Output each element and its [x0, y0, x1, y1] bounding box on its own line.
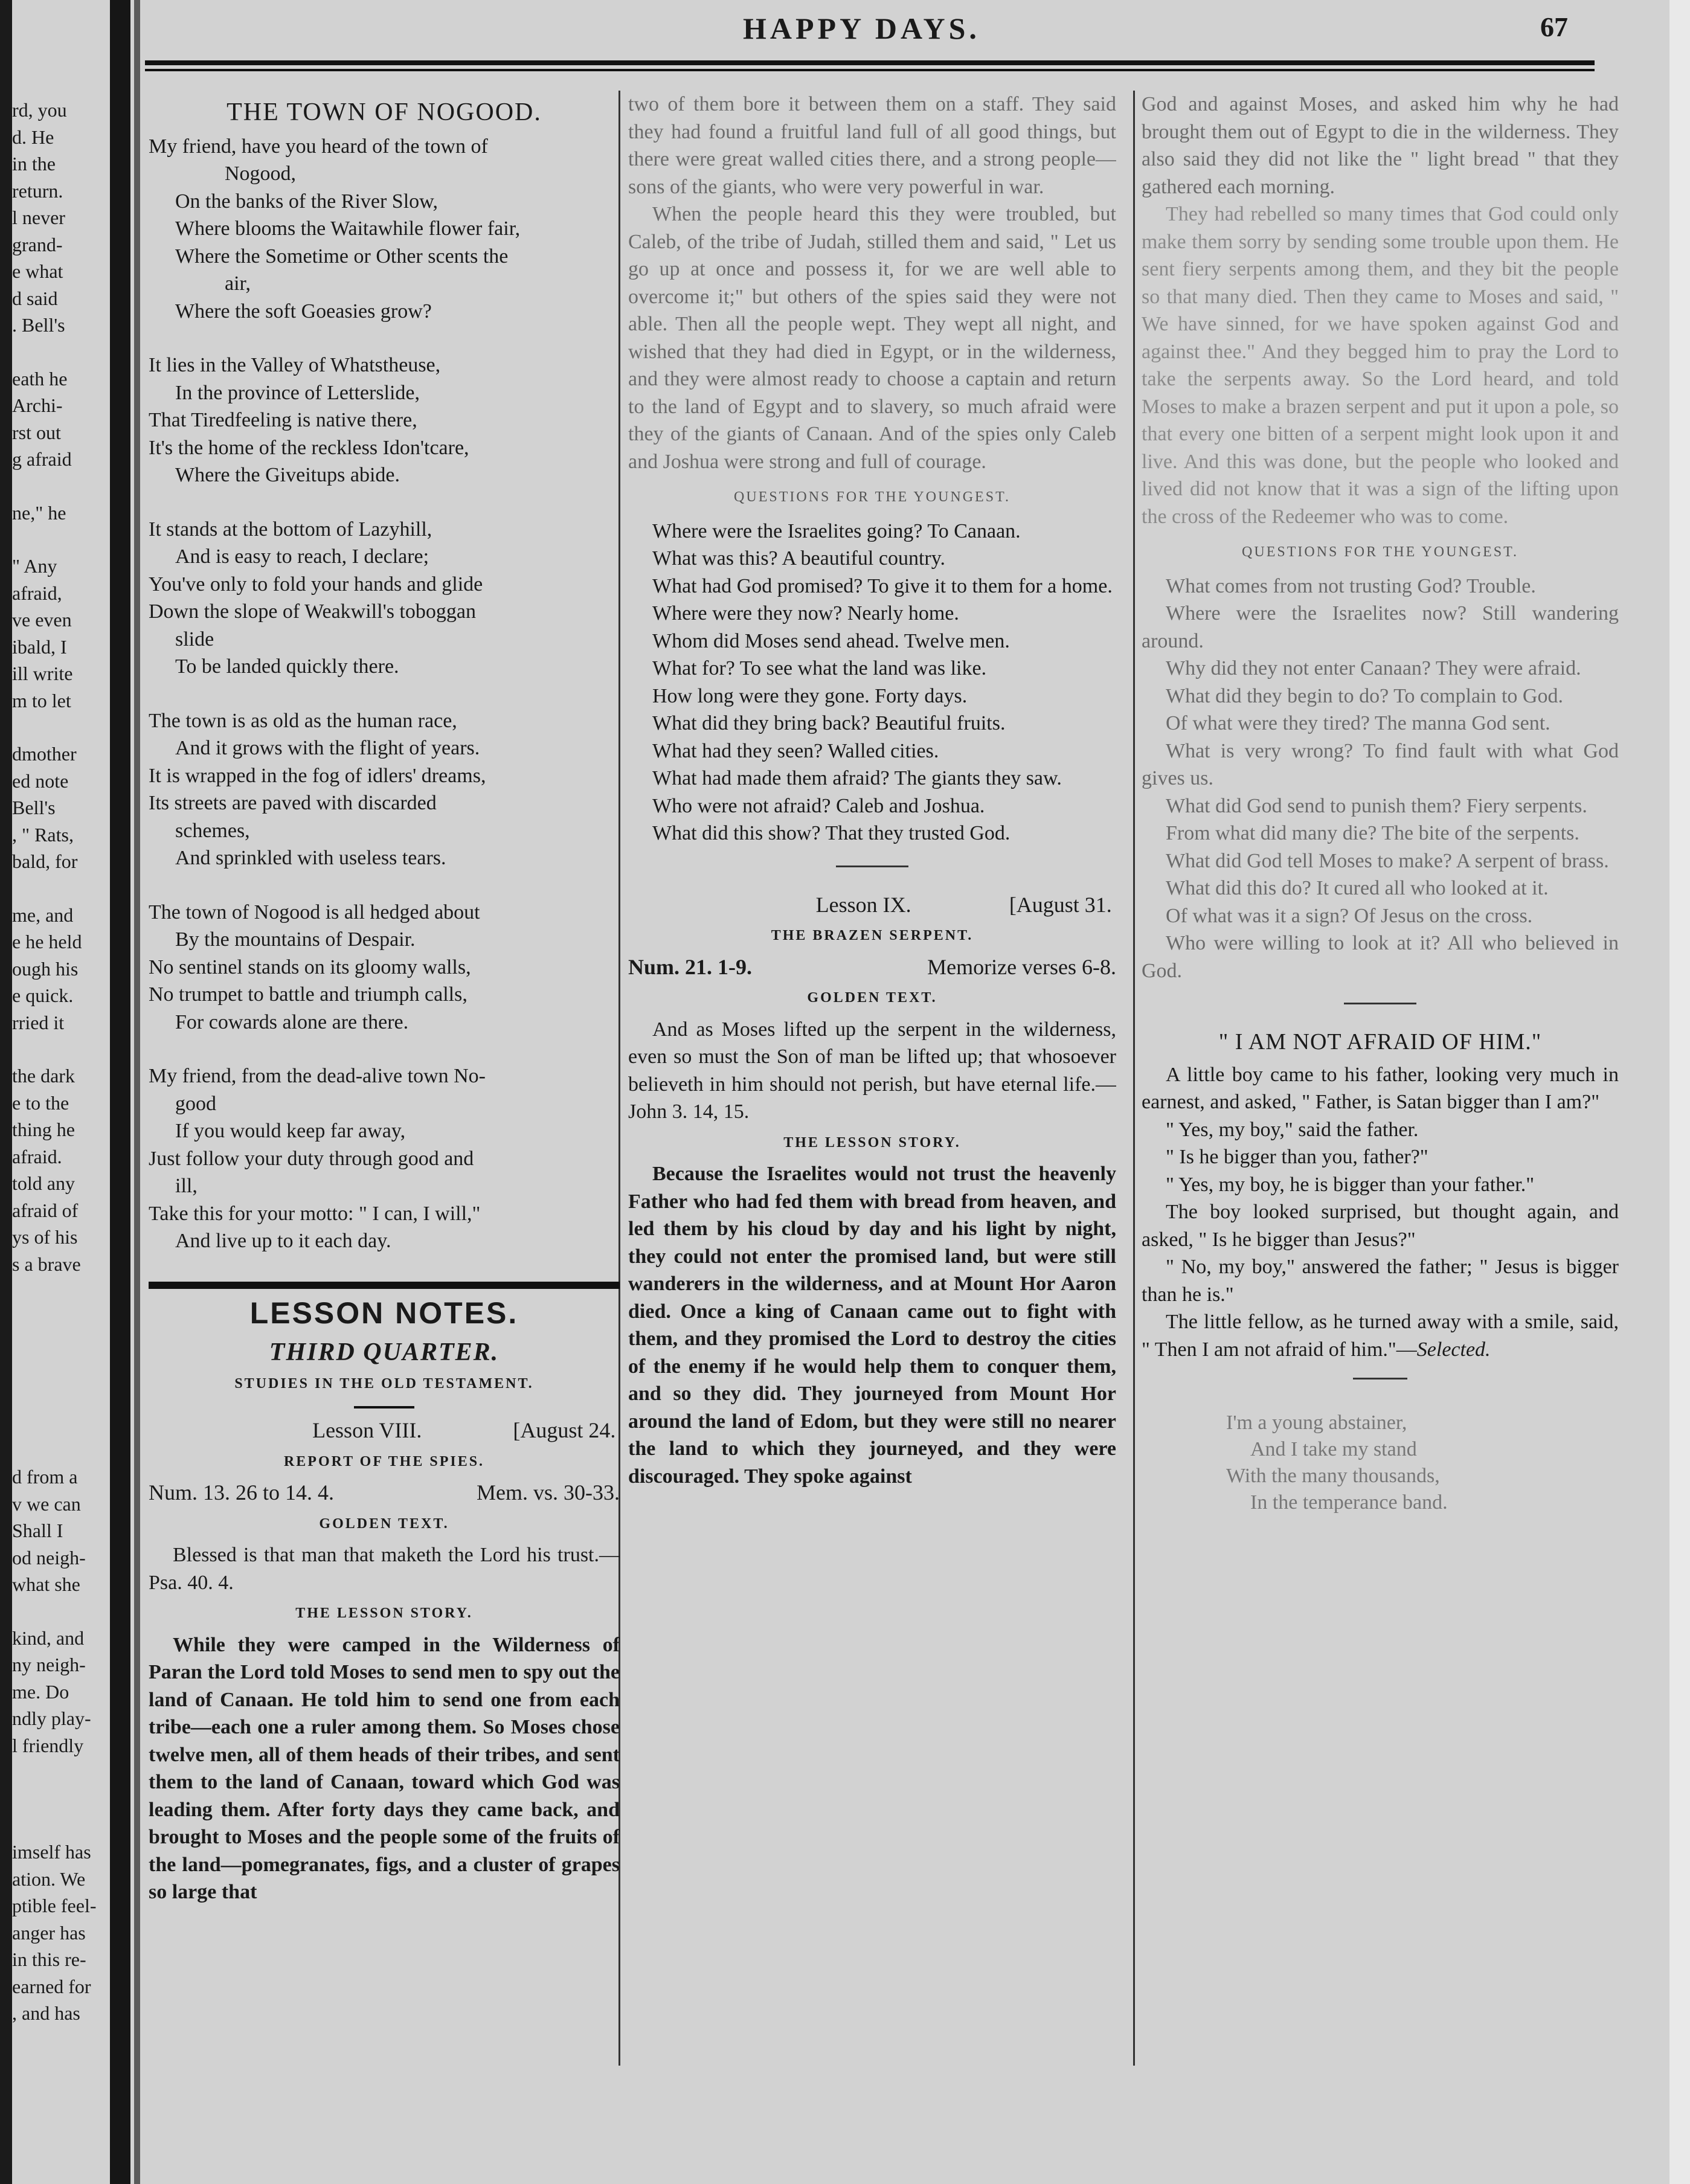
binding-edge-light — [134, 0, 140, 2184]
fragment-line: me, and — [12, 904, 74, 926]
header-rule — [145, 60, 1595, 71]
blank-line — [12, 714, 109, 740]
article-paragraph: A little boy came to his father, looking very much in earnest, and asked, " Father, is Satan bigger than I am?" — [1142, 1063, 1619, 1113]
blank-line — [12, 1759, 109, 1785]
fragment-line: g afraid — [12, 448, 72, 470]
blank-line — [12, 1384, 109, 1410]
fragment-line: , " Rats, — [12, 823, 74, 846]
article-paragraph: " Yes, my boy," said the father. — [1166, 1118, 1419, 1141]
fragment-line: d said — [12, 287, 58, 309]
blank-line — [12, 1357, 109, 1384]
fragment-line: ve even — [12, 609, 72, 631]
fragment-line: in the — [12, 153, 56, 175]
poem-line: Where the Sometime or Other scents the — [175, 245, 509, 268]
lesson-8-reference-line — [149, 1479, 620, 1507]
lesson-9-label: Lesson IX. — [815, 892, 911, 917]
question-answer: Who were willing to look at it? All who believed in God. — [1142, 932, 1619, 982]
poem-line: That Tiredfeeling is native there, — [149, 409, 417, 431]
fragment-line: " Any — [12, 555, 57, 577]
poem-line: Where the soft Goeasies grow? — [175, 300, 432, 323]
fragment-line: d. He — [12, 126, 54, 148]
fragment-line: grand- — [12, 233, 63, 255]
question-answer: Where were the Israelites going? To Canaan. — [652, 519, 1021, 542]
short-rule — [1353, 1378, 1407, 1379]
column-2 — [628, 91, 1116, 2072]
lesson-8-date: [August 24. — [513, 1418, 616, 1442]
poem-line: And sprinkled with useless tears. — [175, 847, 446, 869]
lesson-8-story: While they were camped in the Wilderness of Paran the Lord told Moses to send men to spy out the land of Canaan. He told him to send one from each tribe—each one a ruler among them. So Moses chose twelve men, all of them heads of their tribes, and sent them to the land of Canaan, toward which God was leading them. After forty days they came back, and brought to Moses and the people some of the fruits of the land—pomegranates, figs, and a cluster of grapes so large that — [149, 1633, 620, 1903]
fragment-line: Bell's — [12, 797, 56, 818]
fragment-line: e he held — [12, 931, 82, 952]
lesson-notes-heading: LESSON NOTES. — [249, 1296, 519, 1330]
short-rule — [836, 866, 908, 867]
poem-line: Take this for your motto: " I can, I will," — [149, 1202, 481, 1225]
lesson-8-title: REPORT OF THE SPIES. — [283, 1453, 485, 1469]
fragment-line: anger has — [12, 1921, 86, 1944]
poem-line: It lies in the Valley of Whatstheuse, — [149, 354, 441, 376]
question-answer: How long were they gone. Forty days. — [652, 684, 968, 707]
closing-verse — [1142, 1410, 1619, 1516]
poem-line: It's the home of the reckless Idon'tcare, — [149, 436, 469, 459]
blank-line — [12, 473, 109, 499]
article-paragraph: " Yes, my boy, he is bigger than your father." — [1166, 1173, 1535, 1196]
fragment-line: eath he — [12, 367, 68, 390]
lesson-9-reference: Num. 21. 1-9. — [628, 954, 752, 979]
poem-title: THE TOWN OF NOGOOD. — [227, 98, 542, 126]
question-answer: What had made them afraid? The giants they saw. — [652, 767, 1062, 789]
article-title: " I AM NOT AFRAID OF HIM." — [1218, 1029, 1542, 1055]
fragment-line: afraid of — [12, 1199, 79, 1221]
verse-line: With the many thousands, — [1226, 1465, 1440, 1487]
poem-line: The town of Nogood is all hedged about — [149, 901, 480, 923]
poem-line: Just follow your duty through good and — [149, 1147, 474, 1170]
publication-title: HAPPY DAYS. — [743, 11, 980, 45]
blank-line — [12, 1598, 109, 1625]
lesson-9-title: THE BRAZEN SERPENT. — [771, 928, 974, 943]
poem-line: It stands at the bottom of Lazyhill, — [149, 518, 432, 541]
question-answer: What did this show? That they trusted God. — [652, 822, 1010, 844]
verse-line: I'm a young abstainer, — [1226, 1412, 1407, 1434]
poem-line: Nogood, — [225, 162, 297, 185]
poem-line: No trumpet to battle and triumph calls, — [149, 983, 467, 1006]
poem-line: slide — [175, 628, 214, 650]
fragment-line: me. Do — [12, 1680, 69, 1703]
question-answer: What did God tell Moses to make? A serpent of brass. — [1166, 849, 1609, 872]
quarter-heading: THIRD QUARTER. — [269, 1338, 500, 1366]
fragment-line: m to let — [12, 689, 71, 711]
poem-line: air, — [225, 272, 251, 295]
column-3 — [1142, 91, 1619, 2072]
fragment-line: rried it — [12, 1011, 65, 1033]
lesson-8-label: Lesson VIII. — [312, 1418, 422, 1442]
fragment-line: d from a — [12, 1466, 78, 1488]
question-answer: What for? To see what the land was like. — [652, 657, 987, 679]
fragment-line: bald, for — [12, 850, 78, 872]
poem-body — [149, 133, 620, 1255]
poem-line: And it grows with the flight of years. — [175, 737, 480, 759]
blank-line — [12, 339, 109, 365]
column-1 — [149, 91, 620, 2084]
poem-line: For cowards alone are there. — [175, 1010, 409, 1033]
poem-line: Its streets are paved with discarded — [149, 792, 437, 814]
poem-line: Where blooms the Waitawhile flower fair, — [175, 217, 521, 240]
question-answer: What did God send to punish them? Fiery serpents. — [1166, 794, 1587, 817]
lesson-8-memorize: Mem. vs. 30-33. — [477, 1480, 620, 1505]
fragment-line: v we can — [12, 1492, 81, 1515]
lesson-8-story-paragraph-2: When the people heard this they were troubled, but Caleb, of the tribe of Judah, stilled them and said, " Let us go up at once and possess it, for we are well able to overcome it;" but others of the spies said they were not able. Then all the people wept. They wept all night, and wished that they had died in Egypt, or in the wilderness, and they were almost ready to choose a captain and return to the land of Egypt and to slavery, so much afraid were they of the giants of Canaan. And of the spies only Caleb and Joshua were strong and full of courage. — [628, 203, 1116, 473]
fragment-line: ndly play- — [12, 1707, 91, 1729]
page-number: 67 — [1540, 11, 1568, 42]
poem-line: good — [175, 1092, 216, 1115]
poem-line: My friend, from the dead-alive town No- — [149, 1065, 486, 1087]
question-answer: What did this do? It cured all who looked at it. — [1166, 877, 1549, 899]
fragment-line: ny neigh- — [12, 1654, 86, 1675]
lesson-9-story: Because the Israelites would not trust the heavenly Father who had fed them with bread from heaven, and led them by his cloud by day and his light by night, they could not enter the promised land, but were still wanderers in the wilderness, and at Mount Hor Aaron died. Once a king of Canaan came out to fight with them, and they promised the Lord to destroy the cities of the enemy if he would help them to conquer them, and so they did. They journeyed from Mount Hor around the land of Edom, but they were still no nearer the land to which they journeyed, and they were discouraged. They spoke against — [628, 1163, 1116, 1488]
lesson-9-story-paragraph-2: They had rebelled so many times that God could only make them sorry by sending some trouble upon them. He sent fiery serpents among them, and they bit the people so that many died. Then they came to Moses and said, " We have sinned, for we have spoken against God and against thee." And they begged him to pray the Lord to take the serpents away. So the Lord heard, and told Moses to make a brazen serpent and put it upon a pole, so that every one bitten of a serpent might look upon it and live. And this was done, but the people who looked and lived did not know that it was a sign of the lifting upon the cross of the Redeemer who was to come. — [1142, 203, 1619, 528]
blank-line — [12, 1410, 109, 1437]
golden-text: And as Moses lifted up the serpent in the wilderness, even so must the Son of man be lifted up; that whosoever believeth in him should not perish, but have eternal life.—John 3. 14, 15. — [628, 1018, 1116, 1123]
fragment-line: in this re- — [12, 1948, 86, 1970]
fragment-line: Archi- — [12, 394, 63, 416]
fragment-line: dmother — [12, 743, 77, 765]
lesson-8-reference: Num. 13. 26 to 14. 4. — [149, 1480, 335, 1505]
lesson-8-heading — [149, 1417, 620, 1445]
blank-line — [12, 1036, 109, 1062]
question-answer: Of what was it a sign? Of Jesus on the cross. — [1166, 904, 1533, 927]
poem-line: schemes, — [175, 819, 250, 842]
blank-line — [12, 1812, 109, 1839]
poem-line: To be landed quickly there. — [175, 655, 399, 678]
golden-text-label: GOLDEN TEXT. — [319, 1515, 449, 1532]
fragment-line: rst out — [12, 421, 61, 443]
article-attribution: Selected. — [1416, 1338, 1491, 1361]
fragment-line: e what — [12, 260, 63, 282]
section-divider — [149, 1282, 620, 1289]
fragment-line: afraid, — [12, 582, 62, 604]
fragment-line: imself has — [12, 1841, 91, 1863]
poem-stanza — [149, 707, 620, 872]
article-paragraph: " No, my boy," answered the father; " Jesus is bigger than he is." — [1142, 1256, 1619, 1306]
blank-line — [12, 875, 109, 902]
fragment-line: told any — [12, 1172, 75, 1194]
blank-line — [12, 1304, 109, 1331]
left-shadow — [0, 0, 12, 2184]
question-answer: What did they bring back? Beautiful fruits. — [652, 712, 1006, 734]
fragment-line: e to the — [12, 1091, 69, 1114]
fragment-line: s a brave — [12, 1253, 81, 1275]
fragment-line: afraid. — [12, 1145, 62, 1167]
fragment-line: . Bell's — [12, 314, 65, 336]
fragment-line: ed note — [12, 769, 69, 792]
fragment-line: l never — [12, 207, 65, 228]
fragment-line: ptible feel- — [12, 1895, 97, 1916]
fragment-line: od neigh- — [12, 1546, 86, 1569]
lesson-9-story-continued: God and against Moses, and asked him why he had brought them out of Egypt to die in the wilderness. They also said they did not like the " light bread " that they gathered each morning. — [1142, 93, 1619, 198]
article-paragraph: The little fellow, as he turned away with a smile, said, " Then I am not afraid of him."—Selected. — [1142, 1311, 1619, 1361]
blank-line — [12, 526, 109, 553]
article-paragraph: " Is he bigger than you, father?" — [1166, 1146, 1428, 1168]
poem-line: And live up to it each day. — [175, 1230, 391, 1252]
page-header — [145, 11, 1570, 53]
fragment-line: kind, and — [12, 1627, 85, 1649]
question-answer: Where were the Israelites now? Still wandering around. — [1142, 602, 1619, 652]
poem-line: If you would keep far away, — [175, 1120, 406, 1142]
poem-stanza — [149, 352, 620, 489]
fragment-line: ation. We — [12, 1868, 86, 1890]
poem-line: The town is as old as the human race, — [149, 709, 457, 732]
fragment-line: ibald, I — [12, 635, 67, 658]
questions-heading: QUESTIONS FOR THE YOUNGEST. — [734, 489, 1010, 505]
verse-line: In the temperance band. — [1250, 1491, 1448, 1514]
poem-line: My friend, have you heard of the town of — [149, 135, 488, 158]
short-rule — [354, 1406, 414, 1408]
blank-line — [12, 1785, 109, 1812]
poem-line: On the banks of the River Slow, — [175, 190, 439, 213]
column-rule-2 — [1133, 91, 1135, 2066]
question-answer: Where were they now? Nearly home. — [652, 602, 959, 625]
poem-line: In the province of Letterslide, — [175, 381, 420, 404]
fragment-line: , and has — [12, 2002, 80, 2024]
studies-subtitle: STUDIES IN THE OLD TESTAMENT. — [234, 1375, 534, 1392]
blank-line — [12, 1277, 109, 1304]
lesson-9-reference-line — [628, 954, 1116, 981]
poem-line: Where the Giveitups abide. — [175, 464, 400, 486]
question-answer: What was this? A beautiful country. — [652, 547, 946, 570]
poem-line: You've only to fold your hands and glide — [149, 573, 483, 596]
article-body — [1142, 1061, 1619, 1364]
poem-line: Down the slope of Weakwill's toboggan — [149, 600, 476, 623]
poem-stanza — [149, 1062, 620, 1255]
question-answer: From what did many die? The bite of the serpents. — [1166, 822, 1579, 844]
poem-line: ill, — [175, 1175, 198, 1197]
question-answer: What had they seen? Walled cities. — [652, 739, 939, 762]
fragment-line: e quick. — [12, 984, 74, 1006]
golden-text: Blessed is that man that maketh the Lord his trust.—Psa. 40. 4. — [149, 1544, 620, 1594]
binding-edge — [110, 0, 130, 2184]
lesson-9-heading — [628, 891, 1116, 919]
fragment-line: ne," he — [12, 501, 66, 524]
lesson-9-memorize: Memorize verses 6-8. — [927, 954, 1116, 979]
fragment-line: Shall I — [12, 1520, 63, 1541]
lesson-9-questions — [1142, 573, 1619, 985]
question-answer: What is very wrong? To find fault with what God gives us. — [1142, 739, 1619, 789]
fragment-line: what she — [12, 1573, 80, 1595]
fragment-line: return. — [12, 179, 63, 202]
question-answer: Who were not afraid? Caleb and Joshua. — [652, 794, 985, 817]
poem-line: No sentinel stands on its gloomy walls, — [149, 956, 471, 978]
fragment-line: ys of his — [12, 1226, 78, 1248]
fragment-line: ill write — [12, 663, 73, 684]
question-answer: Whom did Moses send ahead. Twelve men. — [652, 629, 1010, 652]
question-answer: What did they begin to do? To complain to God. — [1166, 684, 1563, 707]
fragment-line: earned for — [12, 1975, 91, 1997]
blank-line — [12, 1331, 109, 1357]
lesson-8-story-continued: two of them bore it between them on a staff. They said they had found a fruitful land full of all good things, but there were great walled cities there, and a strong people—sons of the giants, who were very powerful in war. — [628, 93, 1116, 198]
question-answer: What had God promised? To give it to them for a home. — [652, 574, 1113, 597]
poem-line: By the mountains of Despair. — [175, 928, 416, 951]
question-answer: What comes from not trusting God? Trouble. — [1166, 574, 1536, 597]
fragment-line: ough his — [12, 957, 79, 980]
verse-line: And I take my stand — [1250, 1438, 1417, 1460]
fragment-line: rd, you — [12, 99, 67, 121]
page-edge — [1669, 0, 1690, 2184]
poem-line: It is wrapped in the fog of idlers' dreams, — [149, 764, 486, 787]
poem-line: And is easy to reach, I declare; — [175, 545, 429, 568]
short-rule — [1344, 1003, 1416, 1004]
fragment-line: l friendly — [12, 1734, 84, 1756]
previous-page-column — [12, 97, 109, 2090]
question-answer: Of what were they tired? The manna God sent. — [1166, 712, 1550, 734]
article-paragraph: The boy looked surprised, but thought again, and asked, " Is he bigger than Jesus?" — [1142, 1201, 1619, 1251]
fragment-line: thing he — [12, 1119, 75, 1140]
golden-text-label: GOLDEN TEXT. — [807, 990, 937, 1006]
poem-stanza — [149, 899, 620, 1036]
fragment-line: the dark — [12, 1065, 75, 1087]
poem-stanza — [149, 133, 620, 326]
lesson-story-label: THE LESSON STORY. — [295, 1605, 473, 1621]
lesson-9-date: [August 31. — [1009, 892, 1112, 917]
lesson-story-label: THE LESSON STORY. — [783, 1134, 961, 1151]
question-answer: Why did they not enter Canaan? They were afraid. — [1166, 657, 1581, 679]
questions-heading: QUESTIONS FOR THE YOUNGEST. — [1242, 544, 1518, 560]
poem-stanza — [149, 516, 620, 681]
blank-line — [12, 1437, 109, 1463]
lesson-8-questions — [628, 518, 1116, 847]
